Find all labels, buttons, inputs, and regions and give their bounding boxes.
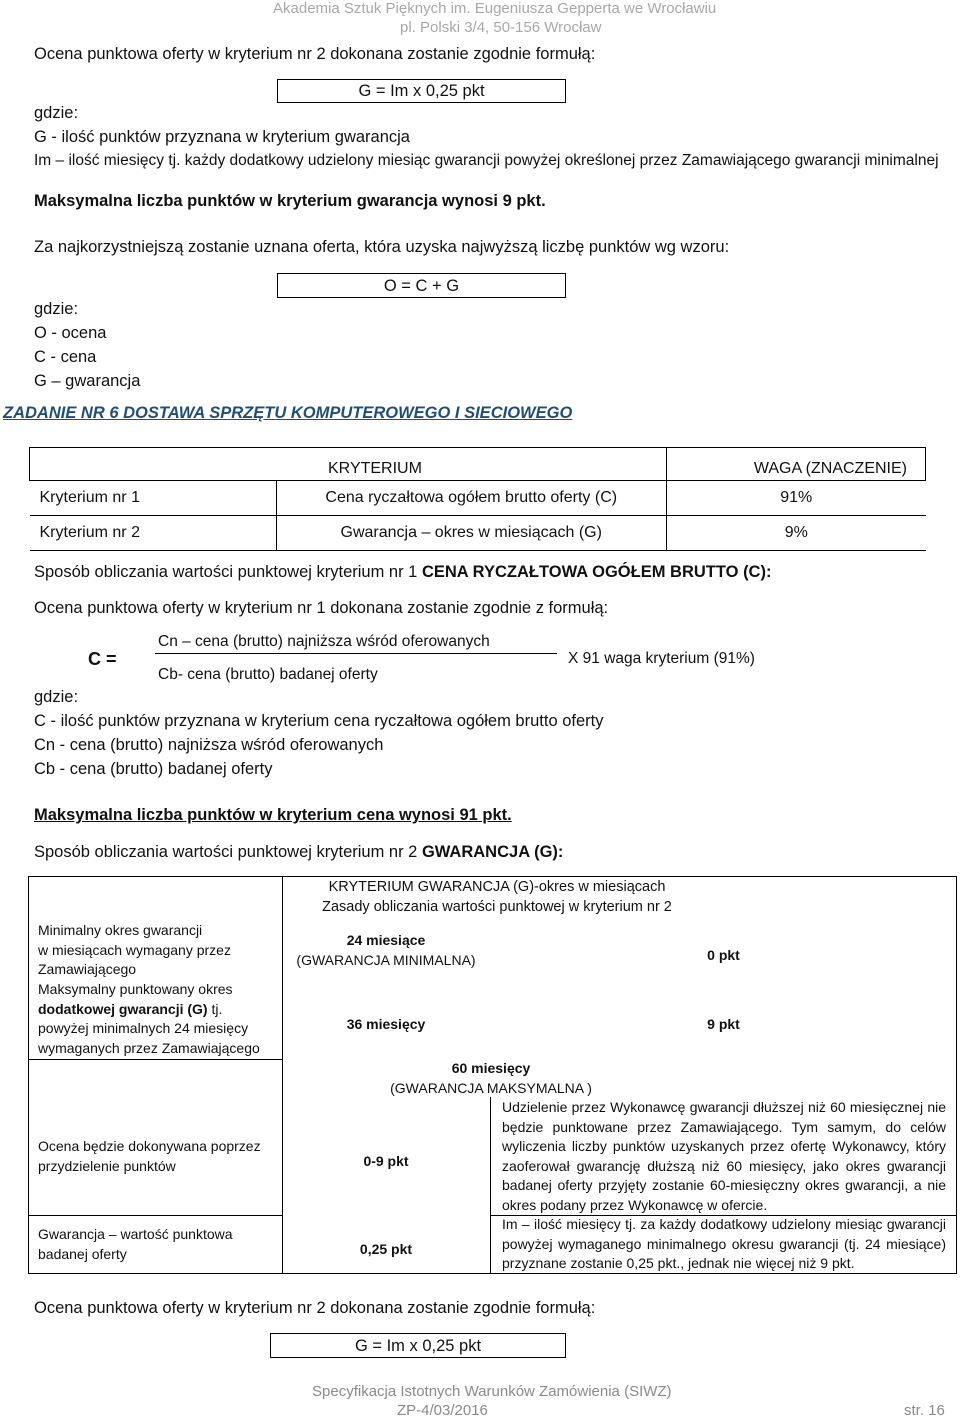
top-formula-box — [277, 79, 566, 103]
total-def-c: C - cena — [34, 348, 97, 366]
header-institution: Akademia Sztuk Pięknych im. Eugeniusza Gepperta we Wrocławiu — [273, 0, 717, 17]
price-intro: Ocena punktowa oferty w kryterium nr 1 dokonana zostanie zgodnie z formułą: — [34, 599, 609, 617]
eval-points: 0-9 pkt — [363, 1153, 409, 1169]
max-period-months: 36 miesięcy — [346, 1016, 426, 1032]
eval-label-1: Ocena będzie dokonywana poprzez — [38, 1138, 261, 1154]
header-address: pl. Polski 3/4, 50-156 Wrocław — [400, 19, 602, 36]
total-formula: O = C + G — [383, 277, 460, 295]
total-def-o: O - ocena — [34, 324, 107, 342]
min-period-label-3: Zamawiającego — [38, 961, 137, 977]
top-def-g: G - ilość punktów przyznana w kryterium gwarancja — [34, 128, 410, 146]
cap-period-months: 60 miesięcy — [451, 1060, 531, 1076]
min-period-label-1: Minimalny okres gwarancji — [38, 922, 203, 938]
top-intro: Ocena punktowa oferty w kryterium nr 2 dokonana zostanie zgodnie formułą: — [34, 45, 596, 63]
eval-description: Udzielenie przez Wykonawcę gwarancji dłuższej niż 60 miesięcznej nie będzie punktowane przez Zamawiającego. Tym samym, do celów wyliczenia liczby punktów uzyskanych przez ofertę Wykonawcy, który zaoferował gwarancję dłuższą niż 60 miesięcy, jako okres gwarancji badanej oferty przyjęty zostanie 60-miesięczny okres gwarancji, a nie okres podany przez Wykonawcę w ofercie. — [502, 1099, 946, 1213]
criterion-weight: 91% — [667, 481, 926, 516]
top-gdzie: gdzie: — [34, 104, 79, 122]
top-formula: G = Im x 0,25 pkt — [358, 82, 485, 100]
max-period-label-1: Maksymalny punktowany okres — [38, 981, 233, 997]
criterion-weight: 9% — [667, 516, 926, 551]
criterion-name: Cena ryczałtowa ogółem brutto oferty (C) — [276, 481, 667, 516]
max-period-label-3: powyżej minimalnych 24 miesięcy — [38, 1020, 249, 1036]
eval-label — [38, 1137, 261, 1176]
bottom-formula: G = Im x 0,25 pkt — [354, 1337, 482, 1355]
table-row — [30, 481, 926, 516]
max-period-label-4: wymaganych przez Zamawiającego — [38, 1039, 260, 1056]
max-period-label-2-bold: dodatkowej gwarancji (G) — [38, 1000, 208, 1017]
warranty-head-line1: KRYTERIUM GWARANCJA (G)-okres w miesiącach — [328, 879, 666, 895]
warranty-method-bold: GWARANCJA (G): — [421, 843, 564, 861]
warranty-method — [34, 843, 563, 862]
price-def-cb: Cb - cena (brutto) badanej oferty — [34, 760, 273, 778]
value-label-1: Gwarancja – wartość punktowa — [38, 1226, 233, 1242]
warranty-head — [282, 878, 712, 917]
min-period-points: 0 pkt — [707, 947, 740, 963]
bottom-formula-box — [270, 1333, 566, 1358]
price-multiplier: X 91 waga kryterium (91%) — [568, 650, 755, 667]
top-max-points: Maksymalna liczba punktów w kryterium gwarancja wynosi 9 pkt. — [34, 192, 546, 210]
max-period-points: 9 pkt — [707, 1016, 740, 1032]
total-formula-box — [277, 273, 566, 298]
table-row — [30, 516, 926, 551]
total-intro: Za najkorzystniejszą zostanie uznana oferta, która uzyska najwyższą liczbę punktów wg wzoru: — [34, 238, 730, 256]
price-formula-lhs: C = — [88, 649, 117, 669]
value-label — [38, 1225, 233, 1264]
min-period-label-2: w miesiącach wymagany przez — [38, 941, 231, 958]
warranty-col3-divider — [490, 1097, 491, 1274]
footer-title: Specyfikacja Istotnych Warunków Zamówienia (SIWZ) — [312, 1383, 672, 1400]
warranty-head-line2: Zasady obliczania wartości punktowej w kryterium nr 2 — [322, 898, 672, 915]
criteria-header-empty — [30, 448, 277, 481]
criteria-header-weight: WAGA (ZNACZENIE) — [667, 448, 926, 481]
min-period-label — [38, 921, 231, 980]
fraction-line — [155, 653, 557, 654]
total-def-g: G – gwarancja — [34, 372, 141, 390]
cap-period — [282, 1059, 700, 1098]
price-method-prefix: Sposób obliczania wartości punktowej kryterium nr 1 — [34, 563, 422, 581]
criterion-label: Kryterium nr 1 — [30, 481, 277, 516]
price-def-c: C - ilość punktów przyznana w kryterium cena ryczałtowa ogółem brutto oferty — [34, 712, 604, 730]
footer-ref: ZP-4/03/2016 — [397, 1402, 488, 1419]
warranty-method-prefix: Sposób obliczania wartości punktowej kryterium nr 2 — [34, 843, 422, 861]
min-period-note: (GWARANCJA MINIMALNA) — [296, 951, 476, 968]
criterion-name: Gwarancja – okres w miesiącach (G) — [276, 516, 667, 551]
price-numerator: Cn – cena (brutto) najniższa wśród oferowanych — [158, 633, 490, 650]
max-period-label-2 — [38, 1000, 260, 1020]
price-denominator: Cb- cena (brutto) badanej oferty — [158, 666, 378, 683]
max-period-label-2-suffix: tj. — [207, 1000, 223, 1017]
min-period-value — [282, 931, 490, 970]
footer-page-number: str. 16 — [904, 1402, 945, 1419]
value-points: 0,25 pkt — [359, 1241, 413, 1257]
criteria-table-header — [30, 448, 926, 481]
top-def-im: Im – ilość miesięcy tj. każdy dodatkowy udzielony miesiąc gwarancji powyżej określonej przez Zamawiającego gwarancji minimalnej — [34, 152, 939, 169]
price-method — [34, 563, 771, 582]
warranty-row-divider — [28, 1215, 282, 1216]
price-method-bold: CENA RYCZAŁTOWA OGÓŁEM BRUTTO (C): — [421, 563, 772, 581]
criterion-label: Kryterium nr 2 — [30, 516, 277, 551]
bottom-intro: Ocena punktowa oferty w kryterium nr 2 dokonana zostanie zgodnie formułą: — [34, 1299, 596, 1317]
min-period-months: 24 miesiące — [346, 932, 426, 948]
criteria-table — [29, 447, 926, 551]
cap-period-note: (GWARANCJA MAKSYMALNA ) — [390, 1079, 592, 1096]
max-period-label — [38, 980, 260, 1058]
value-label-2: badanej oferty — [38, 1245, 127, 1262]
value-description: Im – ilość miesięcy tj. za każdy dodatkowy udzielony miesiąc gwarancji powyżej wymaganego minimalnego okresu gwarancji (tj. 24 miesiące) przyznane zostanie 0,25 pkt., jednak nie więcej niż 9 pkt. — [502, 1216, 946, 1271]
price-max-points: Maksymalna liczba punktów w kryterium cena wynosi 91 pkt. — [34, 806, 512, 824]
task-title: ZADANIE NR 6 DOSTAWA SPRZĘTU KOMPUTEROWEGO I SIECIOWEGO — [3, 404, 573, 422]
price-def-cn: Cn - cena (brutto) najniższa wśród oferowanych — [34, 736, 384, 754]
eval-label-2: przydzielenie punktów — [38, 1157, 176, 1174]
criteria-header-criterion: KRYTERIUM — [276, 448, 667, 481]
price-gdzie: gdzie: — [34, 688, 79, 706]
warranty-row-divider — [28, 1059, 282, 1060]
total-gdzie: gdzie: — [34, 300, 79, 318]
